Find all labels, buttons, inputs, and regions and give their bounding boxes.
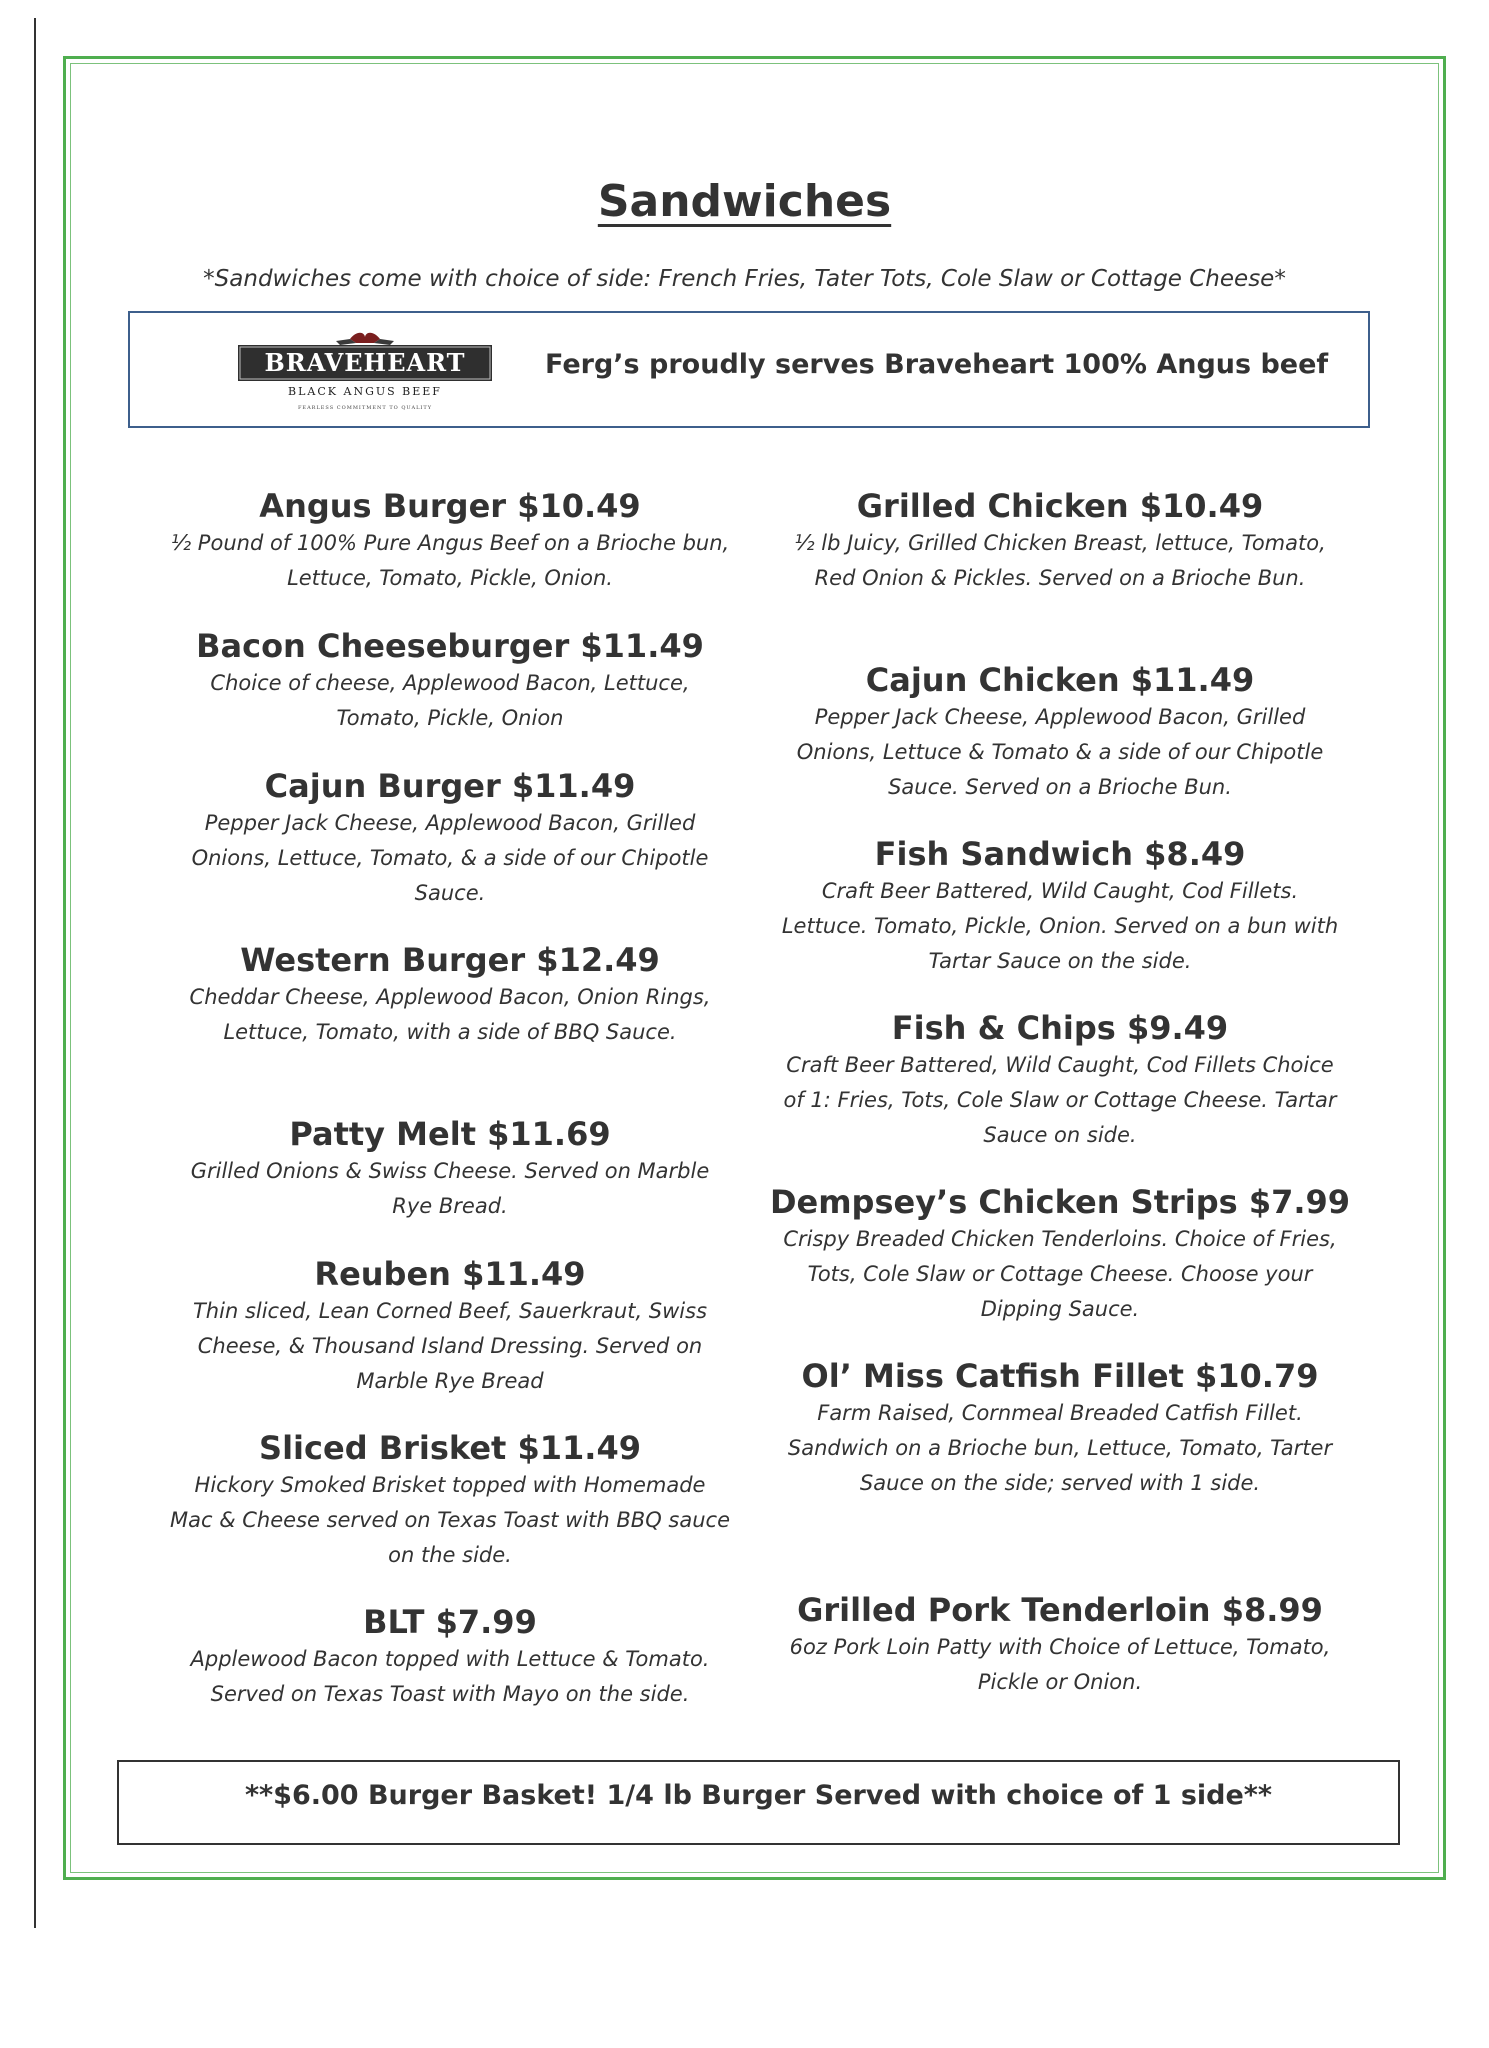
menu-item [760,660,1360,805]
svg-text:BRAVEHEART: BRAVEHEART [264,348,466,377]
menu-item [760,1008,1360,1153]
menu-item-description: Farm Raised, Cornmeal Breaded Catfish Fillet. Sandwich on a Brioche bun, Lettuce, Tomato, Tarter Sauce on the side; served with 1 side. [787,1401,1333,1495]
menu-item-description: Craft Beer Battered, Wild Caught, Cod Fillets Choice of 1: Fries, Tots, Cole Slaw or Cottage Cheese. Tartar Sauce on side. [783,1053,1337,1147]
menu-item-description: Craft Beer Battered, Wild Caught, Cod Fillets. Lettuce. Tomato, Pickle, Onion. Served on a bun with Tartar Sauce on the side. [781,879,1339,973]
menu-item-title: Western Burger $12.49 [240,941,660,979]
menu-item-description: Hickory Smoked Brisket topped with Homemade Mac & Cheese served on Texas Toast with BBQ sauce on the side. [170,1473,730,1567]
menu-item-title: Sliced Brisket $11.49 [259,1429,641,1467]
menu-item-description: Pepper Jack Cheese, Applewood Bacon, Grilled Onions, Lettuce & Tomato & a side of our Chipotle Sauce. Served on a Brioche Bun. [796,705,1324,799]
menu-item-title: Grilled Chicken $10.49 [856,487,1264,525]
menu-item [150,1114,750,1224]
braveheart-banner [128,311,1370,428]
menu-item-title: BLT $7.99 [363,1603,537,1641]
menu-item-title: Reuben $11.49 [314,1255,586,1293]
burger-basket-promo [117,1760,1400,1845]
menu-item-title: Fish Sandwich $8.49 [874,835,1246,873]
menu-item-description: ½ lb Juicy, Grilled Chicken Breast, lettuce, Tomato, Red Onion & Pickles. Served on a Brioche Bun. [794,531,1326,590]
menu-item-title: Fish & Chips $9.49 [891,1009,1229,1047]
menu-item-description: Cheddar Cheese, Applewood Bacon, Onion Rings, Lettuce, Tomato, with a side of BBQ Sauce. [189,985,711,1044]
braveheart-logo [238,329,492,413]
menu-item [150,1428,750,1573]
menu-item-title: Cajun Chicken $11.49 [865,661,1255,699]
menu-item-description: 6oz Pork Loin Patty with Choice of Lettuce, Tomato, Pickle or Onion. [789,1635,1331,1694]
menu-item-description: Applewood Bacon topped with Lettuce & Tomato. Served on Texas Toast with Mayo on the side. [190,1647,710,1706]
left-margin-rule [34,18,36,1928]
menu-item [760,1356,1360,1501]
menu-item-title: Patty Melt $11.69 [289,1115,611,1153]
menu-item-title: Bacon Cheeseburger $11.49 [196,627,704,665]
menu-item [760,1182,1360,1327]
menu-item [150,940,750,1050]
menu-item-title: Grilled Pork Tenderloin $8.99 [797,1591,1323,1629]
svg-text:FEARLESS COMMITMENT TO QUALITY: FEARLESS COMMITMENT TO QUALITY [297,405,433,411]
menu-item [760,486,1360,596]
menu-item-description: ½ Pound of 100% Pure Angus Beef on a Brioche bun, Lettuce, Tomato, Pickle, Onion. [170,531,730,590]
menu-item-title: Angus Burger $10.49 [259,487,641,525]
burger-basket-text: **$6.00 Burger Basket! 1/4 lb Burger Served with choice of 1 side** [244,1780,1273,1811]
svg-text:BLACK ANGUS BEEF: BLACK ANGUS BEEF [288,385,442,398]
menu-item-description: Pepper Jack Cheese, Applewood Bacon, Grilled Onions, Lettuce, Tomato, & a side of our Chipotle Sauce. [191,811,709,905]
braveheart-banner-text: Ferg’s proudly serves Braveheart 100% Angus beef [545,349,1329,380]
menu-item [150,1602,750,1712]
menu-item-description: Crispy Breaded Chicken Tenderloins. Choice of Fries, Tots, Cole Slaw or Cottage Cheese. Choose your Dipping Sauce. [783,1227,1337,1321]
menu-item-title: Dempsey’s Chicken Strips $7.99 [769,1183,1351,1221]
menu-item-description: Choice of cheese, Applewood Bacon, Lettuce, Tomato, Pickle, Onion [210,671,690,730]
page-title: Sandwiches [597,176,892,227]
menu-item-description: Grilled Onions & Swiss Cheese. Served on Marble Rye Bread. [190,1159,710,1218]
menu-item-title: Ol’ Miss Catfish Fillet $10.79 [801,1357,1319,1395]
sides-note: *Sandwiches come with choice of side: French Fries, Tater Tots, Cole Slaw or Cottage Cheese* [203,266,1286,292]
menu-item [760,1590,1360,1700]
menu-item [150,766,750,911]
menu-item-description: Thin sliced, Lean Corned Beef, Sauerkraut, Swiss Cheese, & Thousand Island Dressing. Served on Marble Rye Bread [192,1299,708,1393]
menu-item [760,834,1360,979]
menu-item-title: Cajun Burger $11.49 [264,767,636,805]
menu-item [150,1254,750,1399]
menu-item [150,626,750,736]
menu-item [150,486,750,596]
